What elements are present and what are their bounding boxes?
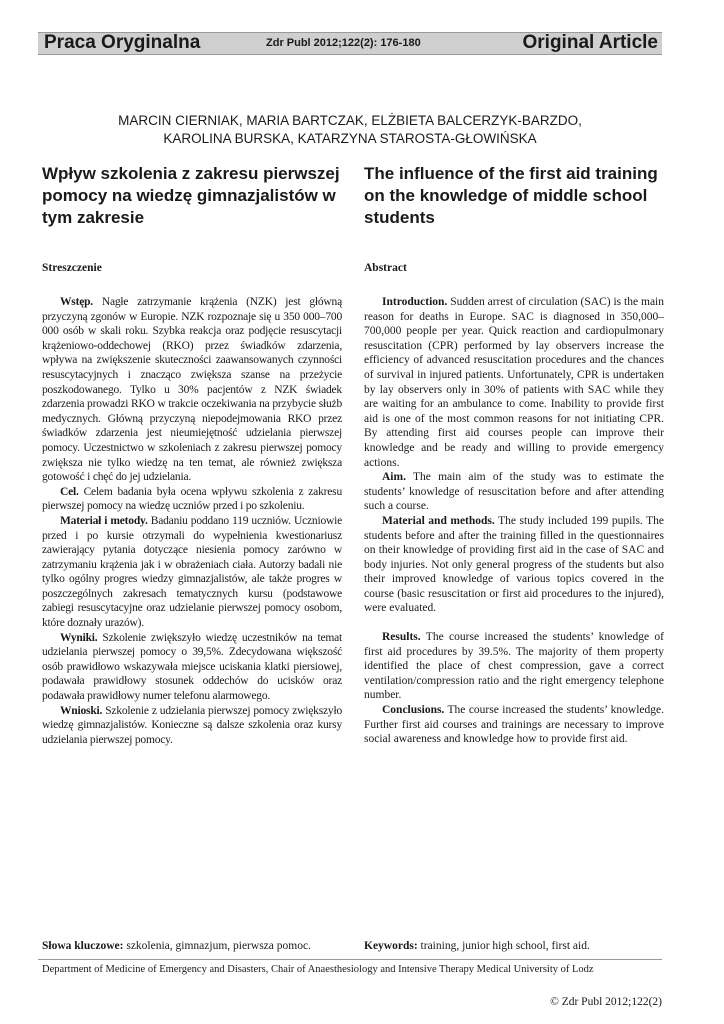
journal-header-bar (38, 32, 662, 55)
label-results: Results. (382, 631, 421, 644)
text-wnioski: Szkolenie z udzielania pierwszej pomocy zwiększyło wiedzę gimnazjalistów. Konieczne są dalsze szkolenia oraz kursy udzielania pierwszej pomocy. (42, 704, 342, 746)
paragraph-wyniki (42, 631, 342, 704)
text-aim: The main aim of the study was to estimate the students’ knowledge of resuscitation before and after attending such a course. (364, 471, 664, 513)
label-introduction: Introduction. (382, 296, 448, 308)
paragraph-wnioski (42, 704, 342, 748)
author-line-2: KAROLINA BURSKA, KATARZYNA STAROSTA-GŁOWIŃSKA (163, 131, 537, 146)
footer-divider (38, 959, 662, 960)
paragraph-gap (364, 616, 664, 630)
label-wyniki: Wyniki. (60, 631, 98, 644)
paragraph-metody (42, 514, 342, 631)
paragraph-introduction (364, 295, 664, 470)
label-wnioski: Wnioski. (60, 704, 103, 717)
keywords-polish-label: Słowa kluczowe: (42, 940, 124, 952)
label-metody: Materiał i metody. (60, 514, 148, 527)
paragraph-methods (364, 514, 664, 616)
text-wstep: Nagłe zatrzymanie krążenia (NZK) jest główną przyczyną zgonów w Europie. NZK rozpoznaje się u 350 000–700 000 osób w skali roku. Szybka reakcja oraz podjęcie resuscytacji krążeniowo-oddechowej (RKO) przez świadków zdarzenia, wpływa na zwiększenie skuteczności zaawansowanych czynności resuscytacyjnych i znacząco zwiększa szanse na przeżycie poszkodowanego. Tylko u 30% pacjentów z NZK świadek zdarzenia prowadzi RKO w trakcie oczekiwania na przybycie służb medycznych. Główną przyczyną niepodejmowania RKO przez świadków zdarzenia jest nieumiejętność udzielania pierwszej pomocy. Uczestnictwo w szkoleniach z zakresu pierwszej pomocy zwiększa nie tylko wiedzę na ten temat, ale również zwiększa gotowość i chęć do jej udzielania. (42, 296, 342, 484)
text-methods: The study included 199 pupils. The students before and after the training filled in the questionnaires on their knowledge of providing first aid in the case of SAC and body injuries. Not only general progress of the students but also their improved knowledge of various topics covered in the course (basic resuscitation or first aid procedures to the injured), were evaluated. (364, 514, 665, 615)
copyright-notice: © Zdr Publ 2012;122(2) (550, 996, 662, 1008)
author-list (38, 112, 662, 148)
label-aim: Aim. (382, 471, 406, 484)
paragraph-conclusions (364, 703, 664, 747)
label-cel: Cel. (60, 485, 79, 498)
header-left-label: Praca Oryginalna (44, 32, 201, 53)
label-methods: Material and methods. (382, 514, 495, 527)
abstract-polish-column (42, 295, 342, 747)
keywords-english-text: training, junior high school, first aid. (417, 940, 590, 952)
text-metody: Badaniu poddano 119 uczniów. Uczniowie przed i po kursie otrzymali do wypełnienia kwestionariusz zawierający pytania dotyczące niesienia pomocy zarówno w zatrzymaniu krążenia jak i w obrażeniach ciała. Autorzy badali nie tylko ogólny progres wiedzy gimnazjalistów, ale także progres w poszczególnych zakresach tematycznych kursu (podstawowe zabiegi resuscytacyjne oraz udzielanie pierwszej pomocy osobom, które doznały urazów). (42, 514, 342, 630)
label-conclusions: Conclusions. (382, 704, 445, 717)
author-line-1: MARCIN CIERNIAK, MARIA BARTCZAK, ELŻBIETA BALCERZYK-BARZDO, (118, 113, 582, 128)
title-english: The influence of the first aid training on the knowledge of middle school students (364, 164, 658, 227)
streszczenie-heading: Streszczenie (42, 262, 102, 274)
abstract-english-column (364, 295, 664, 747)
text-cel: Celem badania była ocena wpływu szkolenia z zakresu pierwszej pomocy na wiedzę uczniów przed i po szkoleniu. (42, 485, 342, 513)
title-polish: Wpływ szkolenia z zakresu pierwszej pomocy na wiedzę gimnazjalistów w tym zakresie (42, 164, 340, 227)
affiliation: Department of Medicine of Emergency and Disasters, Chair of Anaesthesiology and Intensive Therapy Medical University of Lodz (42, 964, 594, 975)
header-right-label: Original Article (522, 32, 658, 53)
keywords-english (364, 940, 590, 952)
keywords-english-label: Keywords: (364, 940, 418, 952)
header-citation: Zdr Publ 2012;122(2): 176-180 (266, 37, 421, 49)
text-introduction: Sudden arrest of circulation (SAC) is the main reason for deaths in Europe. SAC is diagnosed in 350,000–700,000 people per year. Quick reaction and cardiopulmonary resuscitation (CPR) performed by lay observers increase the efficiency of advanced resuscitation procedures and the chances of survival in injured patients. Unfortunately, CPR is undertaken by lay observers only in 30% of patients with SAC while they are waiting for an ambulance to come. Inability to provide first aid is one of the most common reasons for not initiating CPR. By attending first aid courses people can improve their knowledge and be ready and willing to provide emergency actions. (364, 296, 664, 469)
label-wstep: Wstęp. (60, 296, 93, 308)
paragraph-results (364, 630, 664, 703)
text-conclusions: The course increased the students’ knowledge. Further first aid courses and trainings are necessary to improve social awareness and knowledge how to provide first aid. (364, 704, 664, 746)
abstract-heading: Abstract (364, 262, 407, 274)
keywords-polish (42, 940, 311, 952)
paragraph-aim (364, 470, 664, 514)
text-results: The course increased the students’ knowledge of first aid procedures by 39.5%. The majority of them property identified the place of chest compression, gave a correct ventilation/compression ratio and the right emergency telephone number. (364, 631, 664, 702)
text-wyniki: Szkolenie zwiększyło wiedzę uczestników na temat udzielania pierwszej pomocy o 39,5%. Zdecydowana większość osób prawidłowo wskazywała miejsce uciskania klatki piersiowej, podawała prawidłowy stosunek oddechów do ucisków oraz podawała prawidłowy numer telefonu alarmowego. (42, 631, 342, 703)
keywords-polish-text: szkolenia, gimnazjum, pierwsza pomoc. (123, 940, 311, 952)
paragraph-cel (42, 485, 342, 514)
paragraph-wstep (42, 295, 342, 485)
